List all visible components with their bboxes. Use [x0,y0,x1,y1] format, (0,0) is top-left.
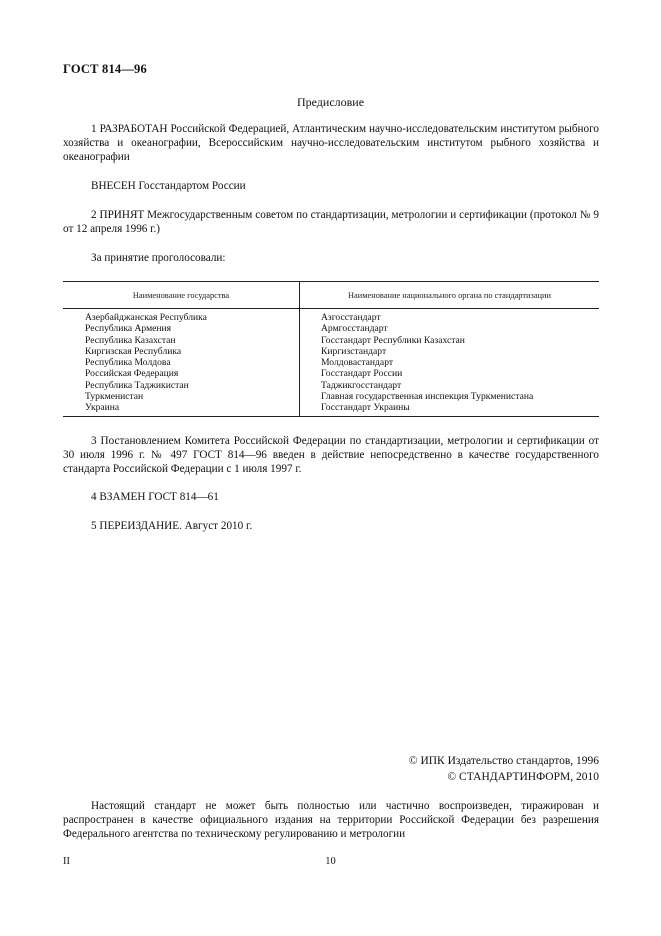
copyright-standartinform: © СТАНДАРТИНФОРМ, 2010 [447,771,599,783]
table-cell: Киргизская Республика [85,345,182,357]
section-title: Предисловие [296,95,365,109]
table-cell: Киргизстандарт [321,345,387,357]
table-cell: Республика Таджикистан [85,379,189,391]
table-cell: Российская Федерация [85,368,179,380]
table-cell: Таджикгосстандарт [321,379,402,391]
table-cell: Азербайджанская Республика [85,312,207,323]
roman-page-number: II [63,856,70,867]
paragraph-replaces: 4 ВЗАМЕН ГОСТ 814—61 [91,491,219,503]
paragraph-reissue: 5 ПЕРЕИЗДАНИЕ. Август 2010 г. [91,520,253,532]
table-cell: Госстандарт России [321,368,403,380]
paragraph-voted: За принятие проголосовали: [91,252,226,264]
reproduction-notice: Настоящий стандарт не может быть полностью или частично воспроизведен, тиражирован и распространен в качестве официального издания на территории Российской Федерации без разрешения Федерального агентства по техническому регулированию и метрологии [63,800,599,840]
table-cell: Украина [85,402,120,414]
paragraph-resolution: 3 Постановлением Комитета Российской Федерации по стандартизации, метрологии и сертификации от 30 июля 1996 г. № 497 ГОСТ 814—96 введен в действие непосредственно в качестве государственного стандарта Российской Федерации с 1 июля 1997 г. [63,435,599,475]
voting-table [63,281,599,417]
paragraph-developed-by: 1 РАЗРАБОТАН Российской Федерацией, Атлантическим научно-исследовательским институтом рыбного хозяйства и океанографии, Всероссийским научно-исследовательским институтом рыбного хозяйства и океанографии [63,123,599,163]
table-cell: Госстандарт Украины [321,402,410,414]
table-cell: Туркменистан [85,391,144,403]
document-code: ГОСТ 814—96 [63,62,147,76]
table-cell: Армгосстандарт [321,323,388,335]
table-header-divider [63,308,599,309]
table-cell: Главная государственная инспекция Туркменистана [321,391,534,403]
copyright-publisher: © ИПК Издательство стандартов, 1996 [408,755,599,767]
page-number: 10 [325,856,336,867]
table-cell: Республика Армения [85,323,172,335]
table-cell: Госстандарт Республики Казахстан [321,334,465,346]
table-column-states [85,312,207,414]
table-column-bodies [321,312,533,414]
table-cell: Азгосстандарт [321,312,381,323]
paragraph-adopted: 2 ПРИНЯТ Межгосударственным советом по стандартизации, метрологии и сертификации (протокол № 9 от 12 апреля 1996 г.) [63,209,599,235]
table-header-body: Наименование национального органа по стандартизации [348,291,551,300]
table-cell: Молдовастандарт [321,357,394,369]
table-cell: Республика Молдова [85,357,171,369]
table-cell: Республика Казахстан [85,334,176,346]
table-header-state: Наименование государства [132,291,230,300]
table-column-divider [299,282,300,416]
paragraph-introduced-by: ВНЕСЕН Госстандартом России [91,180,246,192]
